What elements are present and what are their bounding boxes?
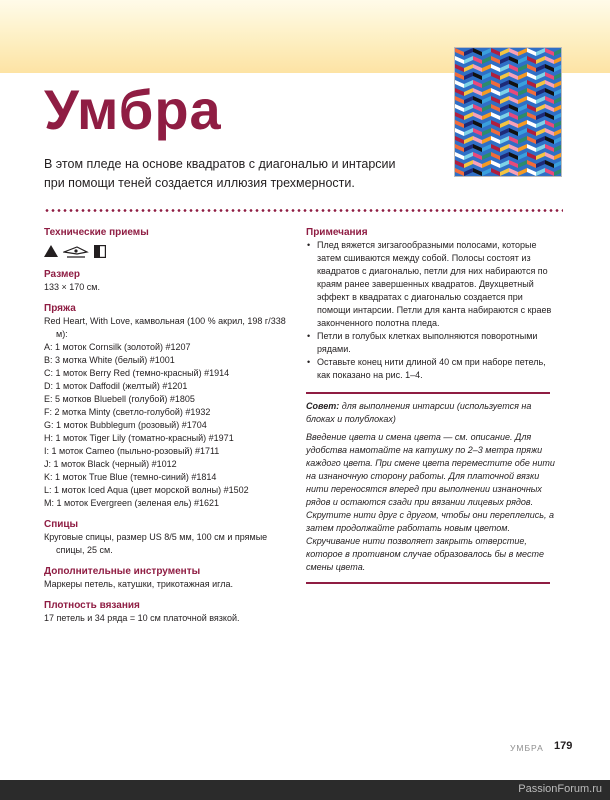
- size-heading: Размер: [44, 269, 81, 280]
- tools-heading: Дополнительные инструменты: [44, 566, 201, 577]
- tip-lead-paragraph: [306, 400, 556, 426]
- blanket-zigzag-pattern: [455, 48, 561, 176]
- techniques-heading: Технические приемы: [44, 227, 149, 238]
- tools-value: Маркеры петель, катушки, трикотажная игла.: [44, 579, 233, 589]
- note-item: • Оставьте конец нити длиной 40 см при наборе петель, как показано на рис. 1–4.: [306, 356, 556, 382]
- yarn-item: L: 1 моток Iced Aqua (цвет морской волны) #1502: [44, 485, 249, 495]
- needles-heading: Спицы: [44, 519, 79, 530]
- tip-body: Введение цвета и смена цвета — см. описание. Для удобства намотайте на катушку по 2–3 метра пряжи каждого цвета. При смене цвета переместите обе нити на изнаночную сторону работы. Для платочной вязки нити переносятся вперед при выполнении изнаночных рядов и остаются сзади при вязании лицевых рядов. Скрутите нити друг с другом, чтобы они переплелись, а затем продолжайте работать новым цветом. Скручивание нити позволяет закрыть отверстие, которое в противном случае образовалось бы в месте смены цвета.: [306, 432, 555, 572]
- needles-value: Круговые спицы, размер US 8/5 мм, 100 см и прямые спицы, 25 см.: [44, 532, 268, 555]
- dotted-divider: [44, 209, 563, 212]
- yarn-item: K: 1 моток True Blue (темно-синий) #1814: [44, 472, 217, 482]
- yarn-list: [44, 341, 294, 510]
- notes-heading: Примечания: [306, 227, 368, 238]
- notes-list: [306, 239, 556, 382]
- triangle-icon: [44, 245, 58, 257]
- yarn-item: F: 2 мотка Minty (светло-голубой) #1932: [44, 407, 211, 417]
- tip-box: [306, 394, 556, 574]
- gauge-heading: Плотность вязания: [44, 600, 140, 611]
- yarn-intro: Red Heart, With Love, камвольная (100 % акрил, 198 г/338 м):: [44, 316, 286, 339]
- size-value: 133 × 170 см.: [44, 282, 100, 292]
- intro-text: [44, 155, 444, 193]
- yarn-item: M: 1 моток Evergreen (зеленая ель) #1621: [44, 498, 219, 508]
- technique-icons: [44, 243, 294, 259]
- left-column: [44, 226, 294, 625]
- yarn-item: J: 1 моток Black (черный) #1012: [44, 459, 177, 469]
- shuttle-icon: [63, 244, 89, 258]
- intro-line-1: В этом пледе на основе квадратов с диагональю и интарсии: [44, 157, 396, 171]
- yarn-item: C: 1 моток Berry Red (темно-красный) #1914: [44, 368, 230, 378]
- page-title: Умбра: [44, 78, 222, 141]
- note-item: • Плед вяжется зигзагообразными полосами, которые затем сшиваются между собой. Полосы состоят из квадратов с диагональю, петли для них набираются по краям ранее завершенных квадратов. Двухцветный эффект в квадратах с диагональю создается при помощи интарсии. Петли для канта набираются с краев законченного полотна пледа.: [306, 239, 556, 330]
- tip-lead-rest: для выполнения интарсии (используется на блоках и полублоках): [306, 401, 532, 424]
- gauge-value: 17 петель и 34 ряда = 10 см платочной вязкой.: [44, 613, 240, 623]
- right-column: [306, 226, 556, 584]
- yarn-item: E: 5 мотков Bluebell (голубой) #1805: [44, 394, 195, 404]
- watermark-text: PassionForum.ru: [518, 783, 602, 795]
- page-number: 179: [554, 740, 573, 752]
- blanket-photo: [454, 47, 562, 177]
- note-item: • Петли в голубых клетках выполняются поворотными рядами.: [306, 330, 556, 356]
- yarn-item: G: 1 моток Bubblegum (розовый) #1704: [44, 420, 207, 430]
- watermark-bar: [0, 780, 610, 800]
- yarn-item: B: 3 мотка White (белый) #1001: [44, 355, 175, 365]
- intro-line-2: при помощи теней создается иллюзия трехмерности.: [44, 176, 355, 190]
- running-footer: УМБРА: [510, 743, 544, 753]
- yarn-heading: Пряжа: [44, 303, 76, 314]
- yarn-item: I: 1 моток Cameo (пыльно-розовый) #1711: [44, 446, 220, 456]
- yarn-item: D: 1 моток Daffodil (желтый) #1201: [44, 381, 188, 391]
- tip-lead: Совет:: [306, 401, 340, 411]
- yarn-item: H: 1 моток Tiger Lily (томатно-красный) #1971: [44, 433, 234, 443]
- square-icon: [94, 245, 106, 258]
- yarn-item: A: 1 моток Cornsilk (золотой) #1207: [44, 342, 191, 352]
- tip-bottom-rule: [306, 582, 550, 584]
